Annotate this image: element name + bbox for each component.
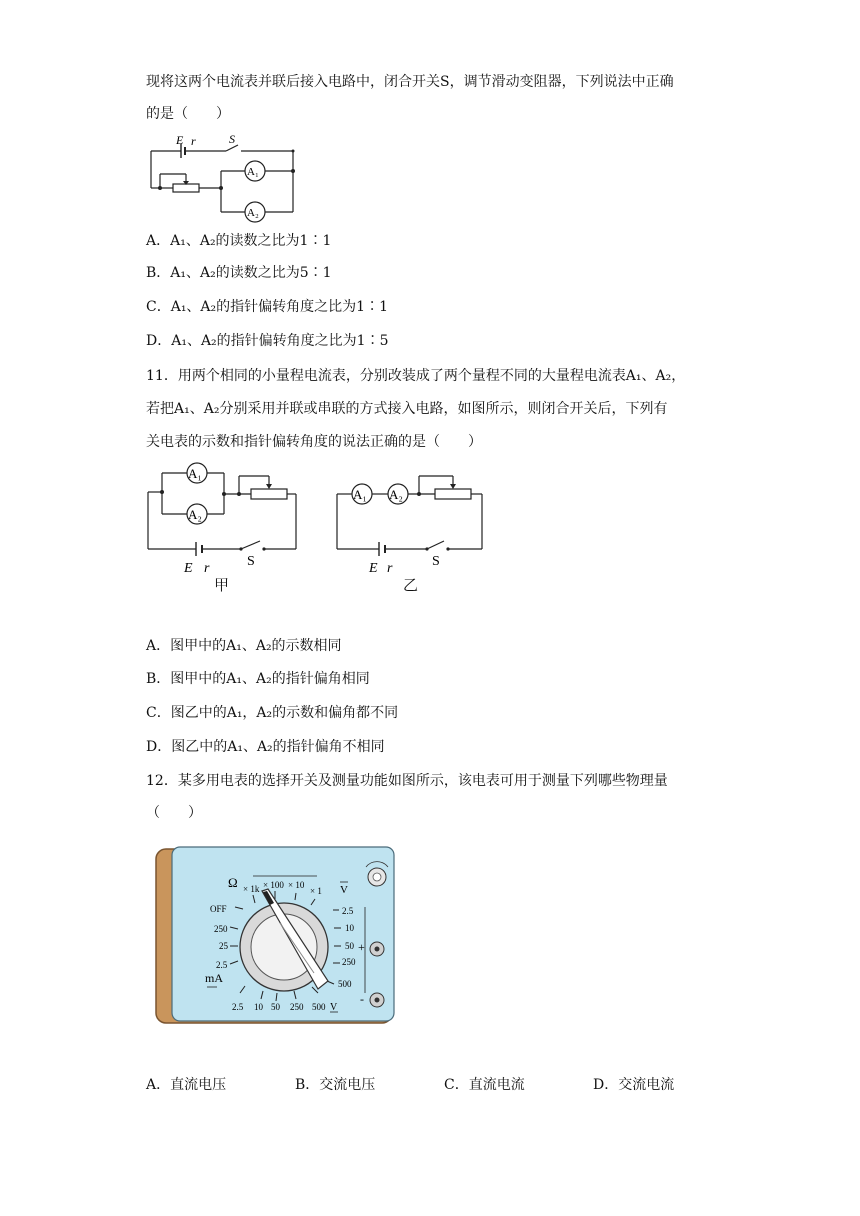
q10-option-a: A．A₁、A₂的读数之比为1∶1 (146, 233, 332, 249)
meter-dcv-2.5: 2.5 (342, 906, 354, 916)
meter-acv-500: 500 (312, 1002, 326, 1012)
q11-stem-line2: 若把A₁、A₂分别采用并联或串联的方式接入电路，如图所示，则闭合开关后，下列有 (146, 401, 668, 417)
meter-dcv-50: 50 (345, 941, 354, 951)
meter-off-label: OFF (210, 904, 227, 914)
q11-option-a: A．图甲中的A₁、A₂的示数相同 (146, 638, 342, 654)
meter-acv-2.5: 2.5 (232, 1002, 244, 1012)
meter-acv-250: 250 (290, 1002, 304, 1012)
q11-jia-a1-label: A₁ (188, 466, 202, 481)
q10-option-c: C．A₁、A₂的指针偏转角度之比为1∶1 (146, 299, 388, 315)
q11-stem-line3: 关电表的示数和指针偏转角度的说法正确的是（ ） (146, 434, 482, 450)
meter-ohm-symbol: Ω (228, 875, 238, 890)
meter-ma-label: mA (205, 971, 223, 985)
meter-ohm-100: × 100 (263, 880, 284, 890)
meter-acv-50: 50 (271, 1002, 280, 1012)
meter-dcv-500: 500 (338, 979, 352, 989)
q11-yi-r-label: r (387, 561, 393, 576)
q11-yi-a2-label: A₂ (389, 487, 403, 502)
q10-option-b: B．A₁、A₂的读数之比为5∶1 (146, 265, 332, 281)
meter-ohm-10: × 10 (288, 880, 305, 890)
q12-stem-line1: 12．某多用电表的选择开关及测量功能如图所示，该电表可用于测量下列哪些物理量 (146, 773, 668, 789)
q12-multimeter (150, 843, 400, 1028)
q11-jia-switch-label: S (247, 554, 255, 569)
q10-ammeter1-label: A₁ (247, 166, 259, 178)
q12-option-d: D．交流电流 (593, 1077, 675, 1093)
q10-r-label: r (191, 134, 196, 148)
meter-ohm-1: × 1 (310, 886, 322, 896)
q10-stem-line2: 的是（ ） (146, 106, 230, 122)
terminal-plus-label: + (358, 940, 365, 954)
meter-acv-10: 10 (254, 1002, 263, 1012)
q11-circuit-yi (335, 458, 491, 576)
meter-dcv-250: 250 (342, 957, 356, 967)
q11-circuit-jia (146, 458, 302, 576)
q10-circuit-diagram (146, 132, 301, 222)
q11-yi-emf-label: E (369, 561, 378, 576)
meter-ohm-1k: × 1k (243, 884, 260, 894)
terminal-minus-label: - (360, 992, 364, 1006)
q10-switch-label: S (229, 132, 235, 146)
q11-jia-emf-label: E (184, 561, 193, 576)
q11-yi-switch-label: S (432, 554, 440, 569)
q11-option-d: D．图乙中的A₁、A₂的指针偏角不相同 (146, 739, 385, 755)
q12-option-a: A．直流电压 (146, 1077, 227, 1093)
q12-option-b: B．交流电压 (295, 1077, 376, 1093)
q11-jia-a2-label: A₂ (188, 507, 202, 522)
q11-option-c: C．图乙中的A₁，A₂的示数和偏角都不同 (146, 705, 399, 721)
q11-option-b: B．图甲中的A₁、A₂的指针偏角相同 (146, 671, 370, 687)
q11-yi-a1-label: A₁ (353, 487, 367, 502)
meter-dcv-unit: V (340, 884, 348, 896)
q11-caption-jia: 甲 (214, 576, 230, 594)
meter-acv-unit: V (330, 1002, 338, 1013)
q10-option-d: D．A₁、A₂的指针偏转角度之比为1∶5 (146, 333, 389, 349)
q12-option-c: C．直流电流 (444, 1077, 525, 1093)
q11-jia-r-label: r (204, 561, 210, 576)
q10-stem-line1: 现将这两个电流表并联后接入电路中，闭合开关S，调节滑动变阻器，下列说法中正确 (146, 74, 674, 90)
meter-ma-25: 25 (219, 941, 228, 951)
q10-emf-label: E (176, 133, 184, 147)
meter-ma-2.5: 2.5 (216, 960, 228, 970)
meter-dcv-10: 10 (345, 923, 354, 933)
meter-ma-250: 250 (214, 924, 228, 934)
q12-stem-line2: （ ） (146, 805, 202, 821)
q10-ammeter2-label: A₂ (247, 207, 259, 219)
q11-stem-line1: 11．用两个相同的小量程电流表，分别改装成了两个量程不同的大量程电流表A₁、A₂， (146, 368, 686, 384)
q11-caption-yi: 乙 (403, 576, 419, 594)
